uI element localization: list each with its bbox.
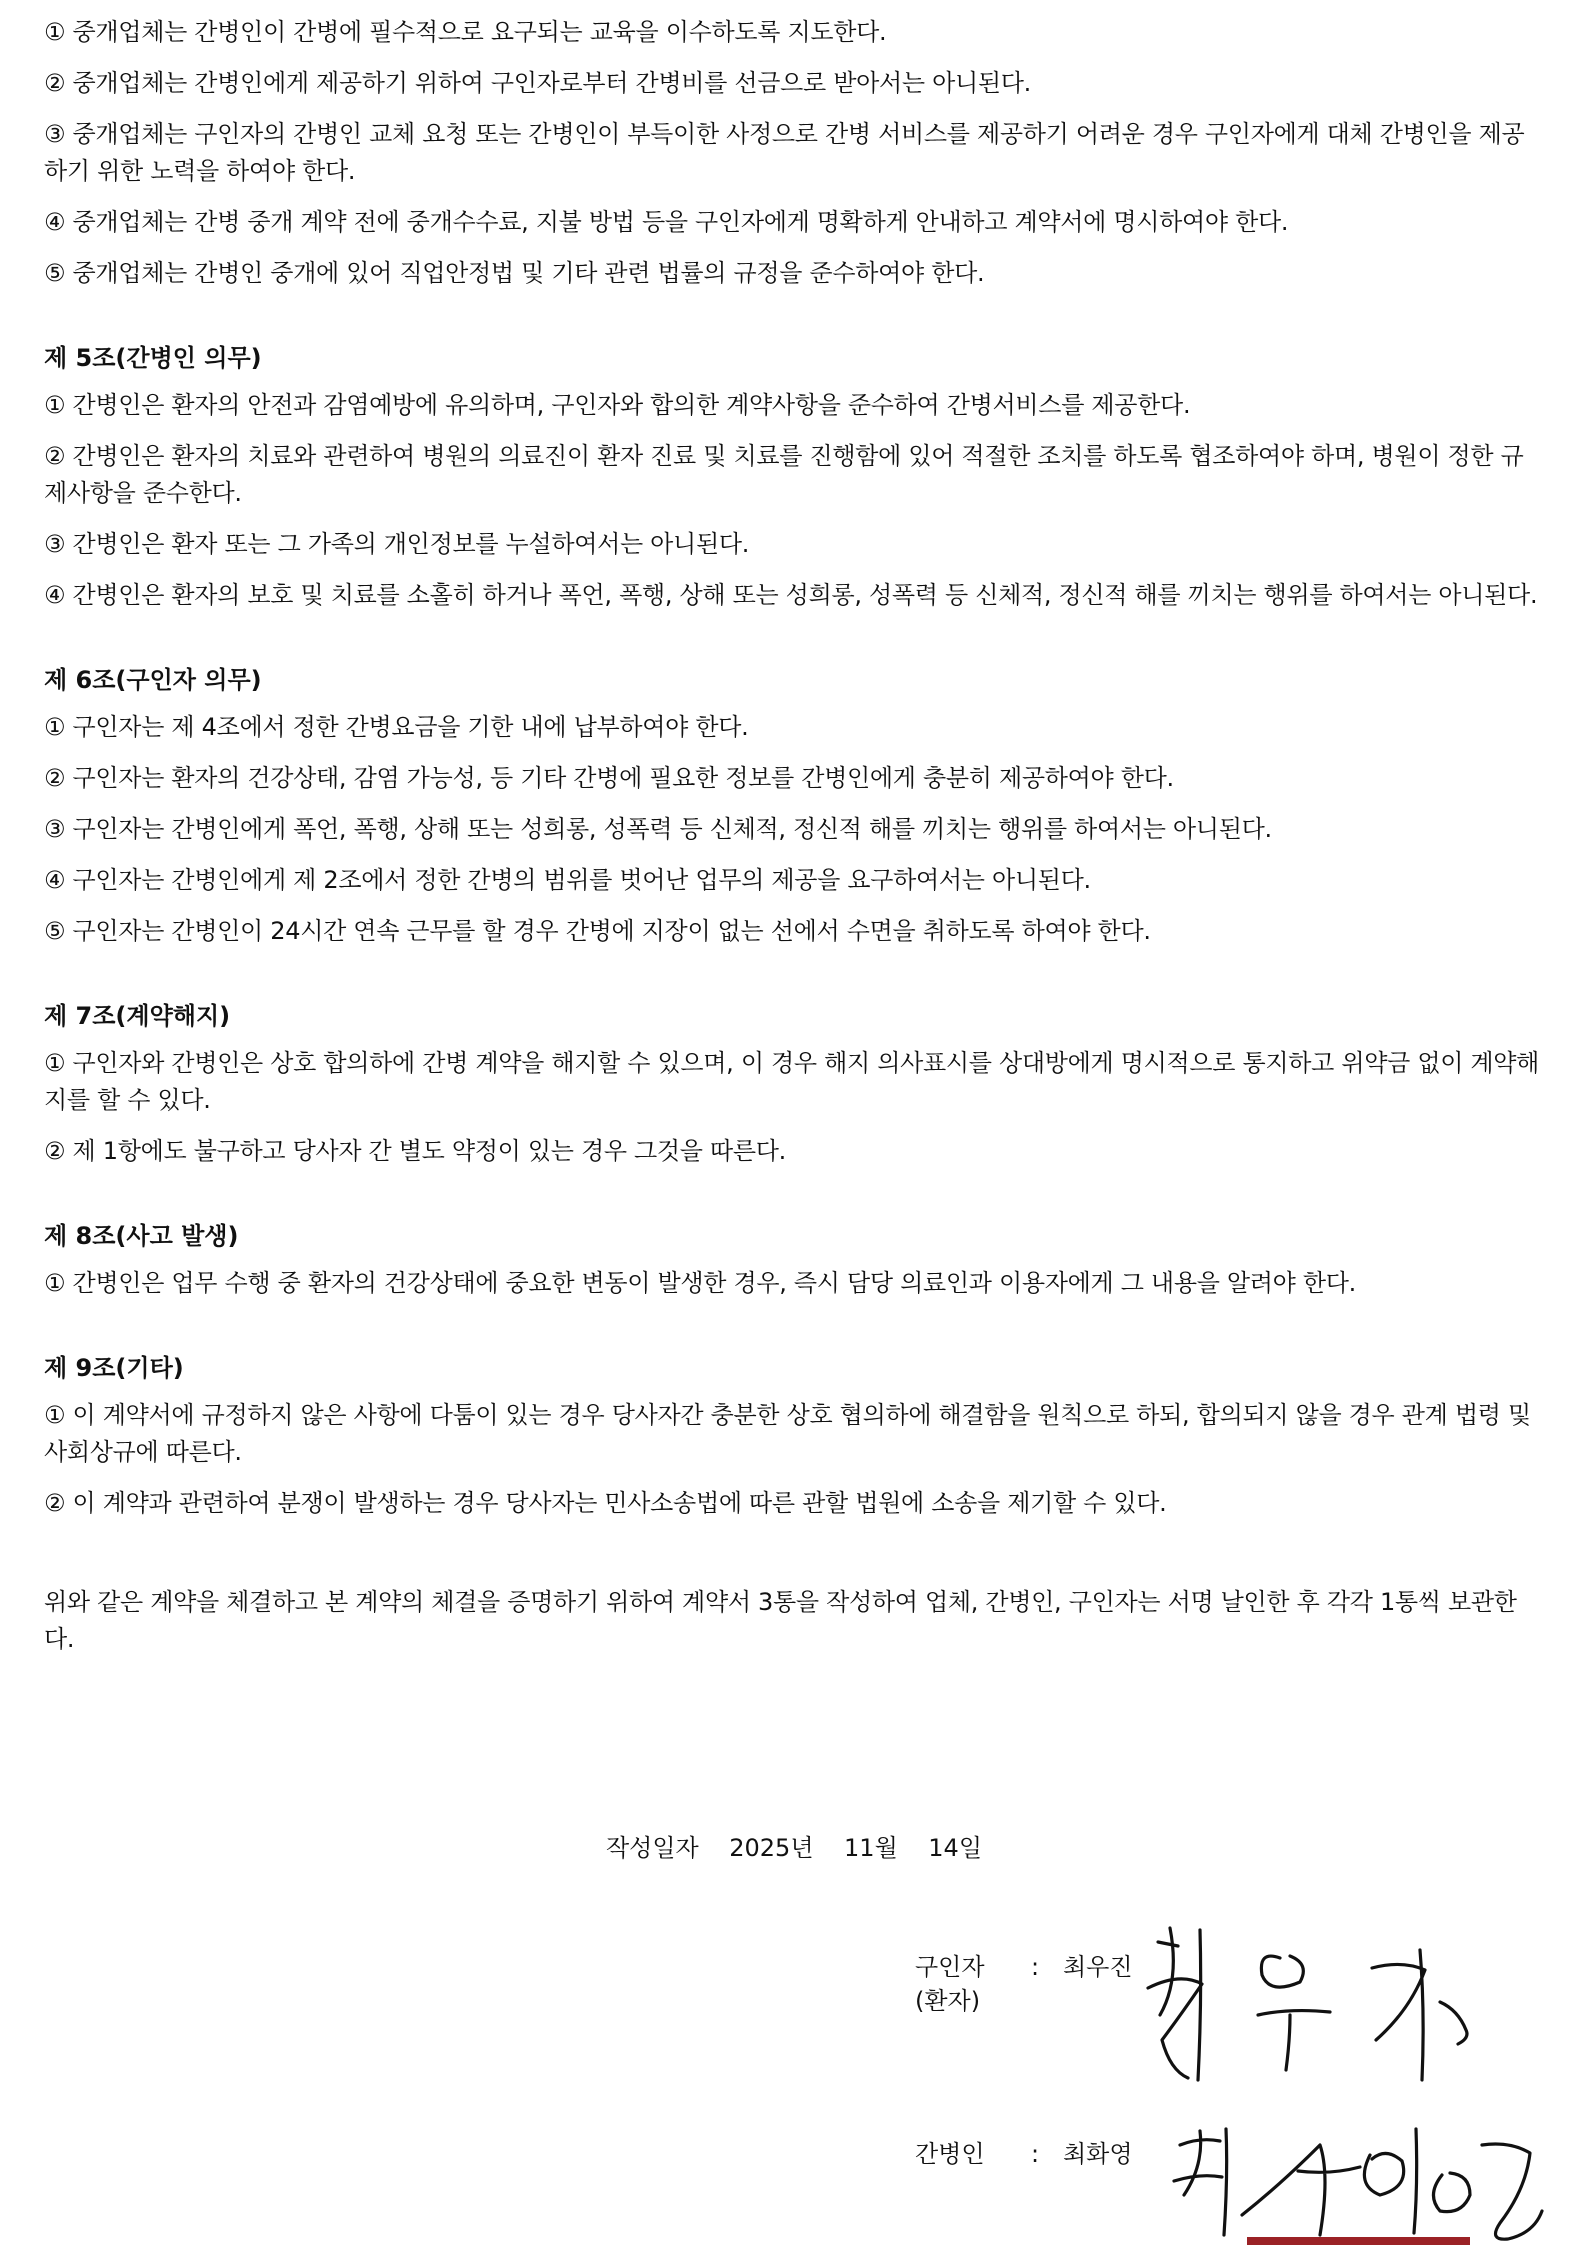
- signatory-name: 최화영: [1063, 2140, 1133, 2168]
- section-article-5: [44, 340, 1544, 614]
- section-article-9: [44, 1350, 1544, 1522]
- signatory-colon: :: [1030, 2140, 1040, 2168]
- intro-clauses: [44, 14, 1544, 292]
- section-heading: 제 7조(계약해지): [44, 1002, 231, 1030]
- signatory-role: 간병인: [915, 2140, 985, 2168]
- section-article-7: [44, 998, 1544, 1170]
- signatory-name: 최우진: [1063, 1953, 1133, 1981]
- clause: ① 구인자는 제 4조에서 정한 간병요금을 기한 내에 납부하여야 한다.: [44, 713, 749, 741]
- clause: ① 이 계약서에 규정하지 않은 사항에 다툼이 있는 경우 당사자간 충분한 상호 협의하에 해결함을 원칙으로 하되, 합의되지 않을 경우 관계 법령 및 사회상규에 따른다.: [44, 1401, 1531, 1466]
- signatory-caregiver: [915, 2137, 1133, 2171]
- date-day: 14일: [928, 1834, 983, 1862]
- clause: ③ 구인자는 간병인에게 폭언, 폭행, 상해 또는 성희롱, 성폭력 등 신체적, 정신적 해를 끼치는 행위를 하여서는 아니된다.: [44, 815, 1272, 843]
- clause: ② 중개업체는 간병인에게 제공하기 위하여 구인자로부터 간병비를 선금으로 받아서는 아니된다.: [44, 69, 1031, 97]
- section-article-6: [44, 662, 1544, 950]
- clause: ① 간병인은 환자의 안전과 감염예방에 유의하며, 구인자와 합의한 계약사항을 준수하여 간병서비스를 제공한다.: [44, 391, 1191, 419]
- accent-bar: [1247, 2237, 1470, 2245]
- clause: ⑤ 구인자는 간병인이 24시간 연속 근무를 할 경우 간병에 지장이 없는 선에서 수면을 취하도록 하여야 한다.: [44, 917, 1151, 945]
- clause: ④ 중개업체는 간병 중개 계약 전에 중개수수료, 지불 방법 등을 구인자에게 명확하게 안내하고 계약서에 명시하여야 한다.: [44, 208, 1289, 236]
- section-heading: 제 9조(기타): [44, 1354, 184, 1382]
- signatory-job-seeker: [915, 1950, 1133, 2018]
- contract-body: [44, 14, 1544, 1682]
- handwritten-signature-job-seeker: [1140, 1920, 1520, 2095]
- date-month: 11월: [844, 1834, 898, 1862]
- section-heading: 제 5조(간병인 의무): [44, 344, 262, 372]
- signatory-role: 구인자: [915, 1953, 985, 1981]
- date-label: 작성일자: [605, 1834, 699, 1862]
- clause: ② 간병인은 환자의 치료와 관련하여 병원의 의료진이 환자 진료 및 치료를 진행함에 있어 적절한 조치를 하도록 협조하여야 하며, 병원이 정한 규제사항을 준수한다.: [44, 442, 1524, 507]
- clause: ② 제 1항에도 불구하고 당사자 간 별도 약정이 있는 경우 그것을 따른다.: [44, 1137, 786, 1165]
- clause: ⑤ 중개업체는 간병인 중개에 있어 직업안정법 및 기타 관련 법률의 규정을 준수하여야 한다.: [44, 259, 985, 287]
- section-heading: 제 8조(사고 발생): [44, 1222, 239, 1250]
- clause: ① 구인자와 간병인은 상호 합의하에 간병 계약을 해지할 수 있으며, 이 경우 해지 의사표시를 상대방에게 명시적으로 통지하고 위약금 없이 계약해지를 할 수 있다.: [44, 1049, 1540, 1114]
- signatory-role-sub: (환자): [915, 1987, 981, 2015]
- date-year: 2025년: [729, 1834, 814, 1862]
- clause: ③ 간병인은 환자 또는 그 가족의 개인정보를 누설하여서는 아니된다.: [44, 530, 750, 558]
- section-article-8: [44, 1218, 1544, 1302]
- clause: ④ 간병인은 환자의 보호 및 치료를 소홀히 하거나 폭언, 폭행, 상해 또는 성희롱, 성폭력 등 신체적, 정신적 해를 끼치는 행위를 하여서는 아니된다.: [44, 581, 1538, 609]
- date-line: [0, 1828, 1588, 1863]
- clause: ③ 중개업체는 구인자의 간병인 교체 요청 또는 간병인이 부득이한 사정으로 간병 서비스를 제공하기 어려운 경우 구인자에게 대체 간병인을 제공하기 위한 노력을 하여야 한다.: [44, 120, 1525, 185]
- handwritten-signature-caregiver: [1170, 2115, 1550, 2245]
- clause: ② 구인자는 환자의 건강상태, 감염 가능성, 등 기타 간병에 필요한 정보를 간병인에게 충분히 제공하여야 한다.: [44, 764, 1174, 792]
- clause: ② 이 계약과 관련하여 분쟁이 발생하는 경우 당사자는 민사소송법에 따른 관할 법원에 소송을 제기할 수 있다.: [44, 1489, 1167, 1517]
- clause: ① 간병인은 업무 수행 중 환자의 건강상태에 중요한 변동이 발생한 경우, 즉시 담당 의료인과 이용자에게 그 내용을 알려야 한다.: [44, 1269, 1356, 1297]
- clause: ① 중개업체는 간병인이 간병에 필수적으로 요구되는 교육을 이수하도록 지도한다.: [44, 18, 887, 46]
- clause: ④ 구인자는 간병인에게 제 2조에서 정한 간병의 범위를 벗어난 업무의 제공을 요구하여서는 아니된다.: [44, 866, 1091, 894]
- section-heading: 제 6조(구인자 의무): [44, 666, 262, 694]
- closing-statement: 위와 같은 계약을 체결하고 본 계약의 체결을 증명하기 위하여 계약서 3통을 작성하여 업체, 간병인, 구인자는 서명 날인한 후 각각 1통씩 보관한다.: [44, 1588, 1517, 1653]
- signatory-colon: :: [1030, 1953, 1040, 1981]
